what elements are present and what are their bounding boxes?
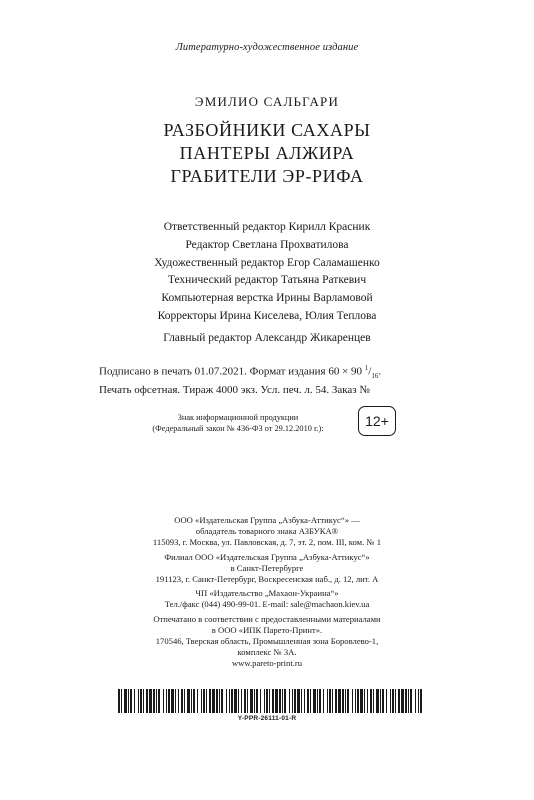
format-fraction-separator: / xyxy=(368,365,372,378)
publisher-block xyxy=(0,588,534,610)
publisher-line: ЧП «Издательство „Махаон-Украина“» xyxy=(195,588,339,599)
print-details xyxy=(99,361,439,397)
credit-line: Ответственный редактор Кирилл Красник xyxy=(163,221,371,233)
printer-block xyxy=(0,614,534,670)
chief-editor: Главный редактор Александр Жикаренцев xyxy=(163,331,371,344)
book-title: РАЗБОЙНИКИ САХАРЫ xyxy=(163,120,371,140)
credit-line: Корректоры Ирина Киселева, Юлия Теплова xyxy=(157,309,377,322)
credit-line: Компьютерная верстка Ирины Варламовой xyxy=(161,292,373,305)
info-sign-text xyxy=(122,412,354,434)
edition-type: Литературно-художественное издание xyxy=(175,42,359,53)
publisher-block xyxy=(0,515,534,549)
info-sign-line: Знак информационной продукции xyxy=(177,413,299,422)
author-name: ЭМИЛИО САЛЬГАРИ xyxy=(194,94,340,109)
barcode xyxy=(118,689,423,713)
book-title: ГРАБИТЕЛИ ЭР-РИФА xyxy=(170,166,364,186)
publisher-line: 115093, г. Москва, ул. Павловская, д. 7, эт. 2, пом. III, ком. № 1 xyxy=(152,537,382,548)
print-line-1 xyxy=(99,361,439,383)
publisher-line: ООО «Издательская Группа „Азбука-Аттикус“» — xyxy=(174,515,360,525)
publisher-info xyxy=(0,515,534,670)
publisher-line: Тел./факс (044) 490-99-01. E-mail: sale@machaon.kiev.ua xyxy=(164,599,370,610)
publisher-line: обладатель товарного знака АЗБУКА® xyxy=(195,526,339,537)
format-text: Подписано в печать 01.07.2021. Формат издания 60 × 90 xyxy=(99,365,365,378)
format-end: . xyxy=(378,365,382,378)
credit-line: Редактор Светлана Прохватилова xyxy=(185,238,349,251)
printer-line: комплекс № 3А. xyxy=(237,647,297,658)
age-rating-badge: 12+ xyxy=(358,406,396,436)
printer-line: в ООО «ИПК Парето-Принт». xyxy=(211,624,323,635)
publisher-line: Филиал ООО «Издательская Группа „Азбука-Аттикус“» xyxy=(164,551,370,562)
format-fraction-denominator: 16 xyxy=(371,371,379,380)
book-title: ПАНТЕРЫ АЛЖИРА xyxy=(179,143,355,163)
info-sign-line: (Федеральный закон № 436-ФЗ от 29.12.2010 г.): xyxy=(152,424,324,433)
credit-line: Технический редактор Татьяна Раткевич xyxy=(167,274,367,287)
publisher-line: в Санкт-Петербурге xyxy=(230,562,304,573)
barcode-text: Y-PPR-26111-01-R xyxy=(237,715,297,722)
format-fraction-numerator: 1 xyxy=(364,364,369,372)
book-titles xyxy=(0,119,534,188)
printer-line: Отпечатано в соответствии с предоставленными материалами xyxy=(153,613,381,624)
credits-list xyxy=(0,219,534,348)
credit-line: Художественный редактор Егор Саламашенко xyxy=(154,256,380,269)
publisher-block xyxy=(0,552,534,586)
publisher-line: 191123, г. Санкт-Петербург, Воскресенская наб., д. 12, лит. А xyxy=(155,574,379,585)
printer-website: www.pareto-print.ru xyxy=(231,658,303,669)
print-line-2: Печать офсетная. Тираж 4000 экз. Усл. печ. л. 54. Заказ № xyxy=(99,383,370,396)
printer-line: 170546, Тверская область, Промышленная зона Боровлево-1, xyxy=(155,636,379,647)
